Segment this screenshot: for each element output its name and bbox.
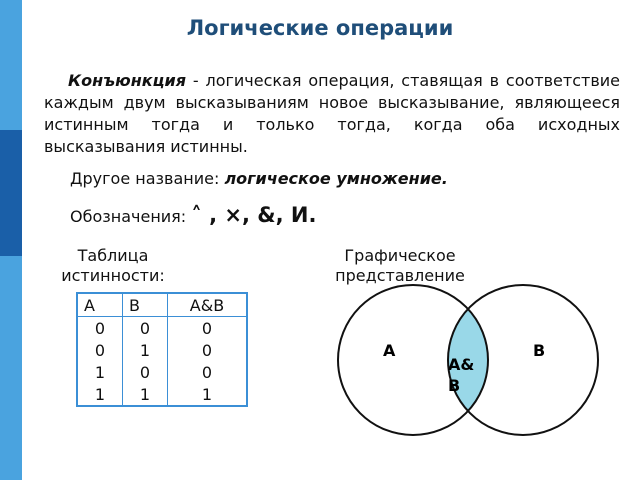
side-decoration-bar [0, 0, 22, 480]
definition-paragraph [44, 70, 620, 158]
page-title: Логические операции [186, 16, 454, 40]
notation-symbols: ˄ , ×, &, И. [191, 203, 317, 227]
table-cell: 1 [77, 361, 123, 383]
table-cell: 0 [123, 361, 168, 383]
truth-table-header-row [77, 293, 247, 317]
truth-table-caption: Таблица истинности: [61, 246, 165, 285]
table-cell: 0 [201, 340, 213, 360]
venn-label-intersection-top: А& [448, 355, 475, 374]
venn-label-a: А [383, 341, 396, 360]
table-row [77, 317, 247, 340]
header-cell-a-and-b: А&В [168, 293, 248, 317]
table-cell: 0 [77, 339, 123, 361]
table-cell: 0 [77, 317, 123, 340]
table-cell: 1 [201, 384, 213, 404]
definition-text: - логическая операция, ставящая в соответствие каждым двум высказываниям новое высказывание, являющееся истинным тогда и только тогда, когда оба исходных высказывания истинны. [44, 71, 620, 156]
notation-label: Обозначения: [70, 207, 192, 226]
table-cell: 1 [123, 383, 168, 406]
side-bar-bottom-segment [0, 256, 22, 480]
header-cell-a: А [77, 293, 123, 317]
table-cell: 0 [201, 362, 213, 382]
alt-name-value: логическое умножение. [224, 169, 448, 188]
side-bar-middle-segment [0, 130, 22, 256]
table-cell: 0 [201, 318, 213, 338]
alt-name-line [70, 168, 448, 190]
table-row [77, 383, 247, 406]
table-row [77, 339, 247, 361]
table-cell: 1 [123, 339, 168, 361]
table-cell: 0 [123, 317, 168, 340]
definition-term: Конъюнкция [68, 71, 186, 90]
truth-table [76, 292, 248, 407]
alt-name-label: Другое название: [70, 169, 225, 188]
notation-line [70, 202, 316, 230]
graph-caption: Графическое представление [335, 246, 465, 285]
venn-diagram [335, 280, 625, 470]
table-cell: 1 [77, 383, 123, 406]
venn-label-b: В [533, 341, 546, 360]
header-cell-b: В [123, 293, 168, 317]
table-row [77, 361, 247, 383]
venn-label-intersection-bottom: В [448, 376, 461, 395]
